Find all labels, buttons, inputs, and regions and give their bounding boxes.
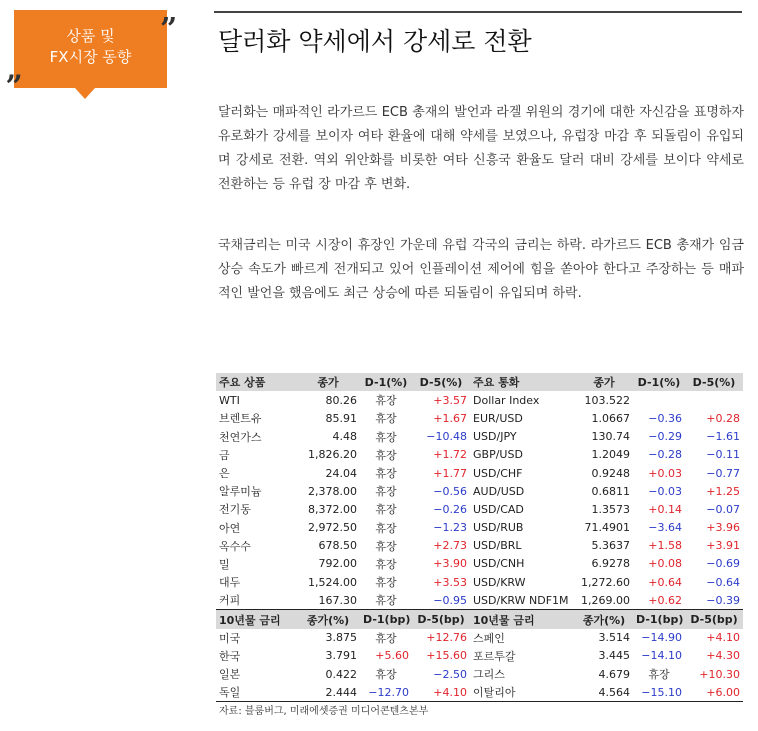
header-cell: 종가(%) — [296, 610, 360, 629]
currency-d1 — [633, 391, 685, 409]
currency-name: USD/CHF — [473, 466, 523, 480]
commodity-close: 1,826.20 — [308, 448, 357, 462]
currency-name: USD/JPY — [473, 430, 517, 444]
close-quote-mark: ” — [160, 12, 178, 47]
commodity-d5: +1.72 — [433, 448, 467, 462]
commodity-d5: −0.95 — [433, 593, 467, 607]
currency-d5: −0.77 — [706, 466, 740, 480]
bond-d5: +10.30 — [699, 667, 740, 681]
market-table — [216, 373, 743, 702]
bond-d1: 휴장 — [648, 668, 670, 682]
currency-d5: +3.96 — [706, 521, 740, 535]
bond-d5: +4.10 — [706, 631, 740, 645]
commodity-d5: −0.56 — [433, 484, 467, 498]
commodity-close: 8,372.00 — [308, 502, 357, 516]
commodity-d1: 휴장 — [375, 394, 397, 408]
currency-d1: +0.62 — [648, 593, 682, 607]
header-cell: D-5(%) — [685, 373, 743, 391]
commodity-d1: 휴장 — [375, 467, 397, 481]
bond-close: 4.564 — [575, 683, 633, 702]
commodity-d1: 휴장 — [375, 539, 397, 553]
bond-country: 이탈리아 — [470, 683, 575, 702]
commodity-d1: 휴장 — [375, 521, 397, 535]
currency-name: AUD/USD — [473, 484, 525, 498]
currency-d5: −0.69 — [706, 557, 740, 571]
header-cell: D-5(bp) — [685, 610, 743, 629]
header-cell: 종가(%) — [575, 610, 633, 629]
header-cell: D-1(bp) — [360, 610, 412, 629]
bond-country: 스페인 — [473, 631, 505, 645]
badge-line-2: FX시장 동향 — [49, 48, 132, 66]
bond-d1: −15.10 — [633, 683, 685, 702]
table-row — [216, 446, 743, 464]
bond-close: 3.514 — [598, 631, 630, 645]
currency-close: 103.522 — [584, 393, 630, 407]
commodity-d1: 휴장 — [375, 576, 397, 590]
currency-close: 1.3573 — [591, 502, 630, 516]
bond-country: 그리스 — [473, 668, 505, 682]
table-row — [216, 464, 743, 482]
bond-row — [216, 647, 743, 665]
header-cell: D-1(bp) — [633, 610, 685, 629]
currency-d1: −0.28 — [648, 448, 682, 462]
commodity-d5: +1.77 — [433, 466, 467, 480]
currency-close: 1,272.60 — [581, 575, 630, 589]
currency-name: USD/BRL — [473, 539, 522, 553]
currency-close: 0.9248 — [591, 466, 630, 480]
commodity-name: 천연가스 — [219, 430, 262, 444]
currency-d1: −0.03 — [648, 484, 682, 498]
commodity-close: 85.91 — [325, 411, 357, 425]
bond-d5: +4.30 — [706, 649, 740, 663]
currency-name: USD/CNH — [473, 557, 525, 571]
currency-close: 1.0667 — [591, 411, 630, 425]
bond-row — [216, 683, 743, 702]
commodity-close: 4.48 — [332, 430, 357, 444]
table-row — [216, 591, 743, 610]
bond-close: 3.875 — [325, 631, 357, 645]
commodity-name: 커피 — [219, 594, 241, 608]
currency-d1: +0.08 — [648, 557, 682, 571]
paragraph-fx: 달러화는 매파적인 라가르드 ECB 총재의 발언과 라겔 위원의 경기에 대한 자신감을 표명하자 유로화가 강세를 보이자 여타 환율에 대해 약세를 보였으나, 유럽장 마감 후 되돌림이 유입되며 강세로 전환. 역외 위안화를 비롯한 여타 신흥국 환율도 달러 대비 강세를 보이다 약세로 전환하는 등 유럽 장 마감 후 변화. — [218, 105, 744, 192]
page-title: 달러화 약세에서 강세로 전환 — [218, 27, 532, 56]
commodity-close: 792.00 — [318, 557, 357, 571]
currency-d1: −0.36 — [648, 411, 682, 425]
commodity-name: 옥수수 — [219, 539, 251, 553]
header-cell: D-1(%) — [633, 373, 685, 391]
bond-header-row — [216, 610, 743, 629]
table-row — [216, 409, 743, 427]
section-badge — [14, 10, 167, 88]
currency-d5: −0.39 — [706, 593, 740, 607]
table-row — [216, 555, 743, 573]
bond-country: 미국 — [219, 631, 241, 645]
commodity-d1: 휴장 — [375, 503, 397, 517]
commodity-name: 금 — [219, 448, 230, 462]
currency-name: USD/RUB — [473, 521, 524, 535]
badge-line-1: 상품 및 — [66, 27, 115, 45]
header-cell: 종가 — [575, 373, 633, 391]
bond-d1: +5.60 — [375, 649, 409, 663]
header-cell: 10년물 금리 — [470, 610, 575, 629]
bond-d5: +4.10 — [412, 683, 470, 702]
bond-close: 2.444 — [296, 683, 360, 702]
paragraph-bonds: 국채금리는 미국 시장이 휴장인 가운데 유럽 각국의 금리는 하락. 라가르드 ECB 총재가 임금 상승 속도가 빠르게 전개되고 있어 인플레이션 제어에 힘을 쏟아야 한다고 주장하는 등 매파적인 발언을 했음에도 최근 상승에 따른 되돌림이 유입되며 하락. — [218, 238, 744, 301]
commodity-d1: 휴장 — [375, 430, 397, 444]
badge-pointer — [75, 88, 95, 99]
bond-country: 일본 — [219, 668, 241, 682]
header-cell: D-5(bp) — [412, 610, 470, 629]
commodity-close: 2,378.00 — [308, 484, 357, 498]
commodity-d1: 휴장 — [375, 448, 397, 462]
currency-close: 1,269.00 — [581, 593, 630, 607]
source-note: 자료: 블룸버그, 미래에셋증권 미디어콘텐츠본부 — [219, 706, 429, 717]
bond-close: 0.422 — [325, 667, 357, 681]
bond-d5: +15.60 — [426, 649, 467, 663]
bond-country: 포르투갈 — [473, 649, 516, 663]
top-divider — [214, 11, 742, 13]
commodity-name: 대두 — [219, 576, 241, 590]
bond-close: 3.791 — [325, 649, 357, 663]
bond-d1: −12.70 — [360, 683, 412, 702]
currency-d1: +0.64 — [648, 575, 682, 589]
bond-close: 4.679 — [598, 667, 630, 681]
bond-country: 독일 — [216, 683, 296, 702]
currency-name: EUR/USD — [473, 411, 523, 425]
commodity-close: 2,972.50 — [308, 521, 357, 535]
commodity-close: 678.50 — [318, 539, 357, 553]
commodity-d5: −0.26 — [433, 502, 467, 516]
currency-d5: +0.28 — [706, 411, 740, 425]
bond-d1: 휴장 — [375, 668, 397, 682]
table-row — [216, 391, 743, 409]
table-row — [216, 537, 743, 555]
currency-close: 1.2049 — [591, 448, 630, 462]
currency-d5: −0.64 — [706, 575, 740, 589]
commodity-name: 은 — [219, 467, 230, 481]
header-cell: 주요 통화 — [470, 373, 575, 391]
table-row — [216, 500, 743, 518]
currency-d5: +1.25 — [706, 484, 740, 498]
bond-d5: +6.00 — [685, 683, 743, 702]
commodity-close: 24.04 — [325, 466, 357, 480]
commodity-name: 브렌트유 — [219, 412, 262, 426]
header-cell: 주요 상품 — [216, 373, 296, 391]
bond-d1: 휴장 — [375, 631, 397, 645]
currency-d5 — [685, 391, 743, 409]
currency-d5: −0.11 — [706, 448, 740, 462]
currency-close: 5.3637 — [591, 539, 630, 553]
commodity-d5: +1.67 — [433, 411, 467, 425]
table-row — [216, 482, 743, 500]
open-quote-mark: „ — [6, 52, 24, 87]
currency-close: 0.6811 — [591, 484, 630, 498]
currency-close: 71.4901 — [584, 521, 630, 535]
currency-d1: +0.03 — [648, 466, 682, 480]
commodity-d5: −10.48 — [426, 430, 467, 444]
commodity-name: 아연 — [219, 521, 241, 535]
commodity-d1: 휴장 — [375, 412, 397, 426]
table-row — [216, 519, 743, 537]
commodity-d5: +2.73 — [433, 539, 467, 553]
bond-country: 한국 — [219, 649, 241, 663]
currency-name: Dollar Index — [473, 393, 540, 407]
commodity-name: 알루미늄 — [219, 485, 262, 499]
commodity-d5: +3.53 — [433, 575, 467, 589]
bond-d1: −14.90 — [641, 631, 682, 645]
currency-d1: +0.14 — [648, 502, 682, 516]
bond-row — [216, 665, 743, 683]
commodity-d1: 휴장 — [375, 557, 397, 571]
header-cell: D-5(%) — [412, 373, 470, 391]
currency-name: USD/CAD — [473, 502, 524, 516]
commodity-name: 전기동 — [219, 503, 251, 517]
currency-d5: −1.61 — [706, 430, 740, 444]
commodity-d5: +3.57 — [433, 393, 467, 407]
header-cell: 종가 — [296, 373, 360, 391]
currency-name: USD/KRW NDF1M — [473, 593, 569, 607]
bond-row — [216, 629, 743, 647]
table-row — [216, 573, 743, 591]
currency-name: GBP/USD — [473, 448, 523, 462]
commodity-name: WTI — [219, 393, 240, 407]
commodity-close: 167.30 — [318, 593, 357, 607]
currency-d1: −0.29 — [648, 430, 682, 444]
commodity-d5: −1.23 — [433, 521, 467, 535]
table-row — [216, 428, 743, 446]
commodity-close: 1,524.00 — [308, 575, 357, 589]
bond-d1: −14.10 — [641, 649, 682, 663]
currency-d1: +1.58 — [648, 539, 682, 553]
commodity-name: 밀 — [219, 557, 230, 571]
bond-close: 3.445 — [598, 649, 630, 663]
bond-d5: −2.50 — [433, 667, 467, 681]
bond-d5: +12.76 — [426, 631, 467, 645]
currency-close: 6.9278 — [591, 557, 630, 571]
commodity-d5: +3.90 — [433, 557, 467, 571]
commodity-close: 80.26 — [325, 393, 357, 407]
header-cell: D-1(%) — [360, 373, 412, 391]
currency-d1: −3.64 — [648, 521, 682, 535]
currency-name: USD/KRW — [473, 575, 526, 589]
currency-d5: −0.07 — [706, 502, 740, 516]
currency-d5: +3.91 — [706, 539, 740, 553]
header-cell: 10년물 금리 — [216, 610, 296, 629]
commodity-d1: 휴장 — [375, 485, 397, 499]
table-header-row — [216, 373, 743, 391]
commodity-d1: 휴장 — [375, 594, 397, 608]
currency-close: 130.74 — [591, 430, 630, 444]
